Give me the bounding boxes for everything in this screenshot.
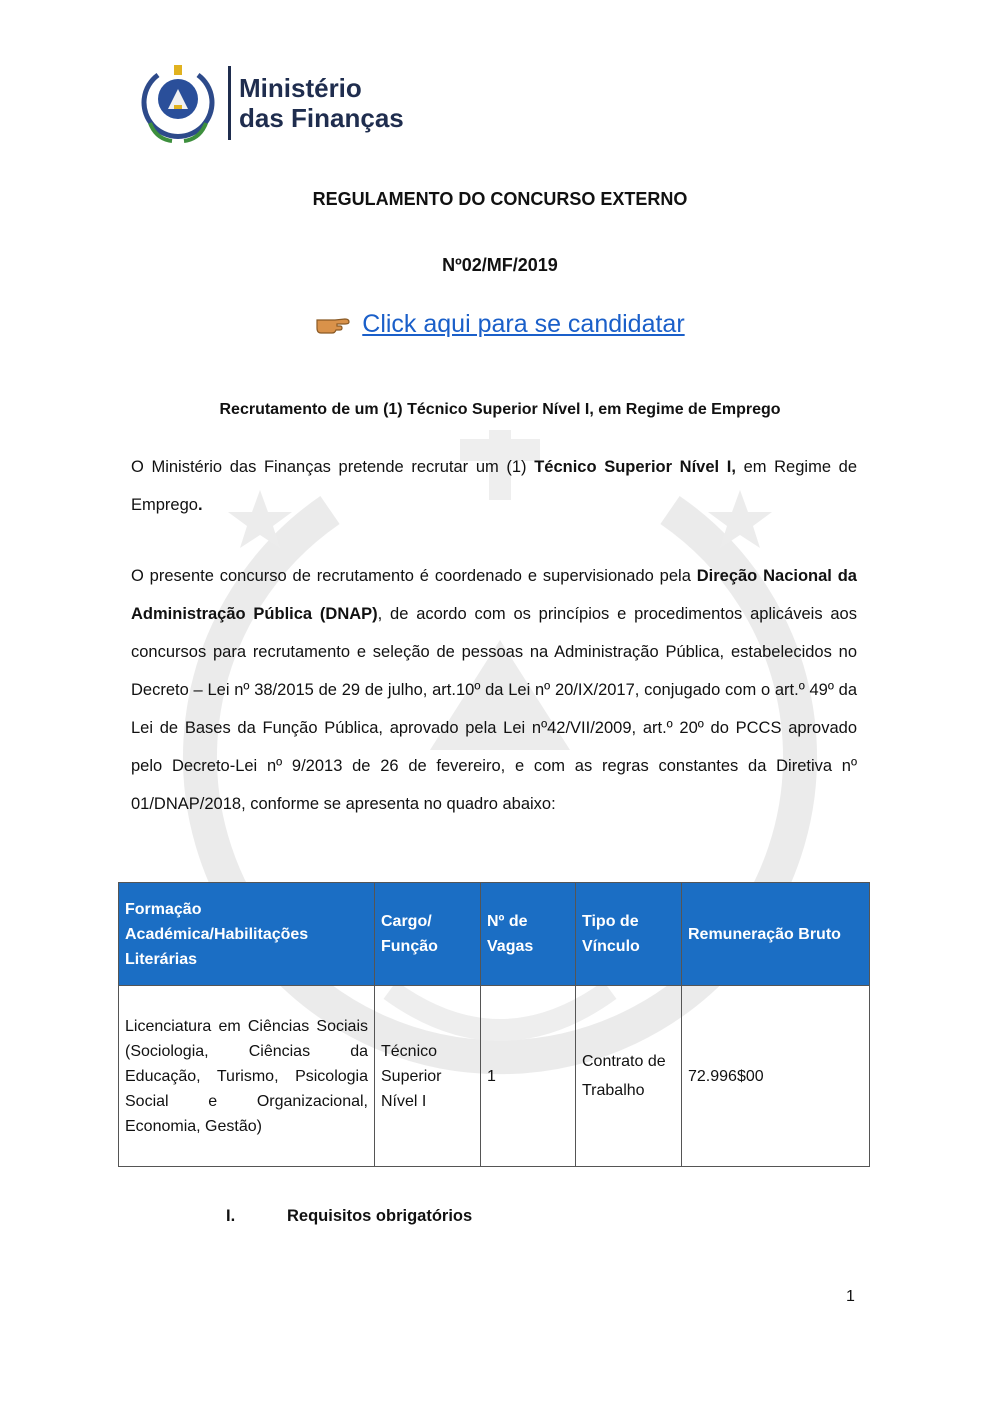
section-title: Requisitos obrigatórios [287,1207,473,1225]
document-number: Nº02/MF/2019 [442,255,558,275]
table-header-row [119,883,870,986]
logo-line-2: das Finanças [239,103,404,133]
coordination-text-b: , de acordo com os princípios e procedimentos aplicáveis aos concursos para recrutamento e seleção de pessoas na Administração Pública, estabelecidos no Decreto – Lei nº 38/2015 de 29 de julho, art.10º da Lei nº 20/IX/2017, conjugado com o art.º 49º da Lei de Bases da Função Pública, aprovado pela Lei nº42/VII/2009, art.º 20º do PCCS aprovado pelo Decreto-Lei nº 9/2013 de 26 de fevereiro, e com as regras constantes da Diretiva nº 01/DNAP/2018, conforme se apresenta no quadro abaixo: [131,605,857,813]
apply-link[interactable]: Click aqui para se candidatar [362,310,685,338]
intro-text-b: em Regime de Emprego [131,458,857,514]
cell-formacao: Licenciatura em Ciências Sociais (Sociologia, Ciências da Educação, Turismo, Psicologia Social e Organizacional, Economia, Gestão) [119,986,375,1167]
intro-text-a: O Ministério das Finanças pretende recrutar um (1) [131,458,535,476]
coat-of-arms-icon [136,61,220,145]
ministry-logo [136,62,404,144]
table-row [119,986,870,1167]
intro-bold-a: Técnico Superior Nível I, [534,458,736,476]
cell-vagas: 1 [481,986,576,1167]
coordination-paragraph [131,557,857,823]
intro-bold-b: . [197,496,203,514]
apply-link-line [0,310,1000,339]
page-number: 1 [846,1288,855,1305]
col-cargo: Cargo/ Função [375,883,481,986]
col-remuneracao: Remuneração Bruto [682,883,870,986]
intro-paragraph [131,448,857,524]
col-vinculo: Tipo de Vínculo [576,883,682,986]
cell-remuneracao: 72.996$00 [682,986,870,1167]
logo-text [239,73,404,133]
document-title: REGULAMENTO DO CONCURSO EXTERNO [312,189,688,209]
cell-cargo: Técnico Superior Nível I [375,986,481,1167]
recruitment-subtitle: Recrutamento de um (1) Técnico Superior Nível I, em Regime de Emprego [219,401,781,418]
coordination-text-a: O presente concurso de recrutamento é coordenado e supervisionado pela [131,567,697,585]
logo-divider [228,66,231,140]
pointing-hand-icon [315,312,351,334]
coordination-bold-a: Direção Nacional da Administração Pública (DNAP) [131,567,857,623]
col-formacao: Formação Académica/Habilitações Literárias [119,883,375,986]
section-number: I. [226,1207,236,1225]
logo-line-1: Ministério [239,73,362,103]
cell-vinculo: Contrato de Trabalho [576,986,682,1167]
positions-table [118,882,870,1167]
col-vagas: Nº de Vagas [481,883,576,986]
section-heading [226,1207,472,1226]
